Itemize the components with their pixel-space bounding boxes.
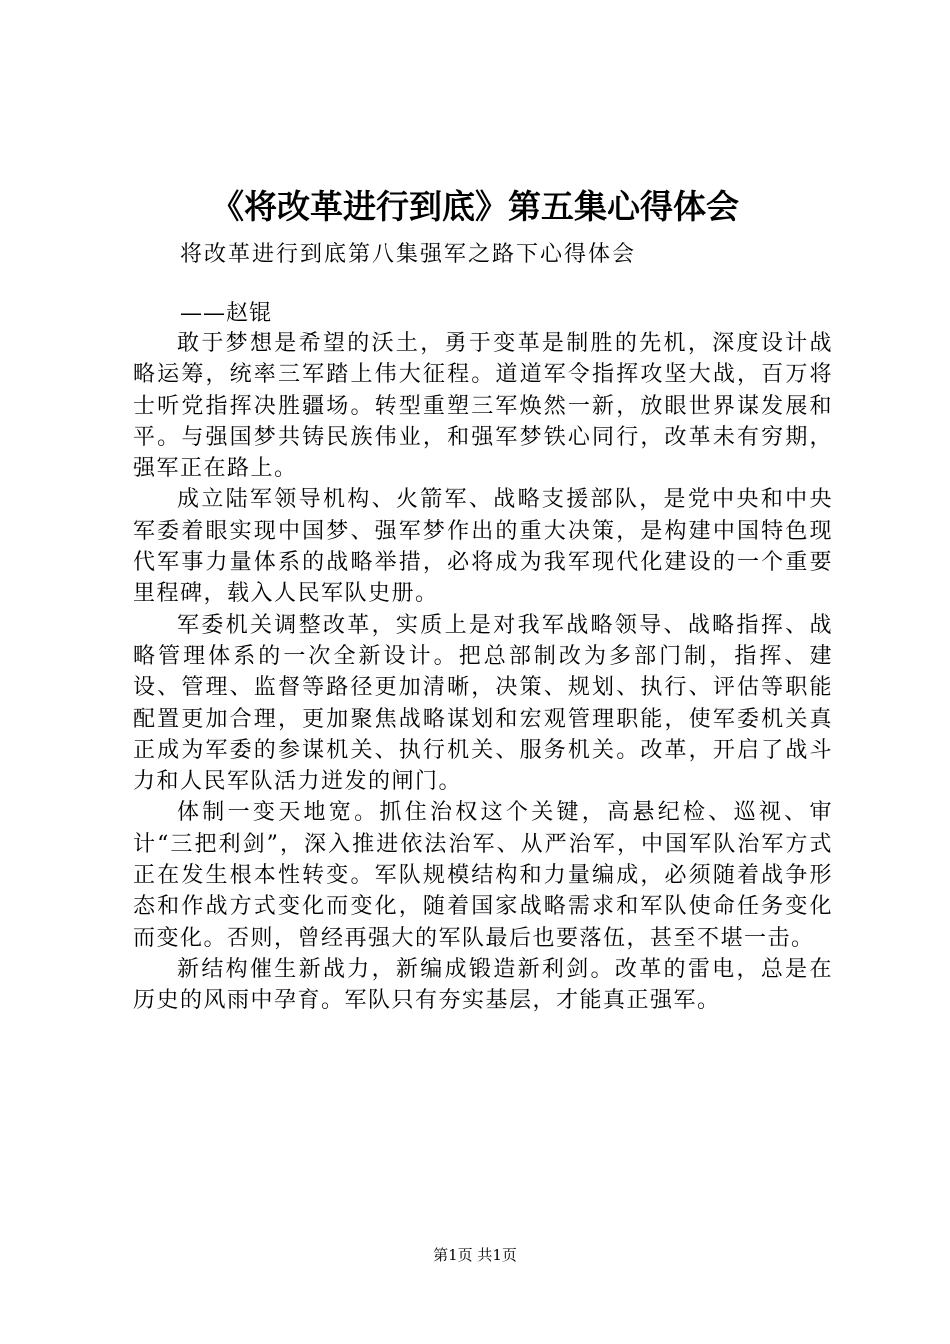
document-title: 《将改革进行到底》第五集心得体会 [211, 187, 739, 226]
document-body [133, 328, 833, 1017]
document-subtitle: 将改革进行到底第八集强军之路下心得体会 [180, 242, 637, 267]
body-paragraph: 敢于梦想是希望的沃土，勇于变革是制胜的先机，深度设计战略运筹，统率三军踏上伟大征程。道道军令指挥攻坚大战，百万将士听党指挥决胜疆场。转型重塑三军焕然一新，放眼世界谋发展和平。与强国梦共铸民族伟业，和强军梦铁心同行，改革未有穷期，强军正在路上。 [133, 331, 833, 482]
body-paragraph: 体制一变天地宽。抓住治权这个关键，高悬纪检、巡视、审计“三把利剑”，深入推进依法治军、从严治军，中国军队治军方式正在发生根本性转变。军队规模结构和力量编成，必须随着战争形态和作战方式变化而变化，随着国家战略需求和军队使命任务变化而变化。否则，曾经再强大的军队最后也要落伍，甚至不堪一击。 [133, 800, 833, 951]
page-footer: 第1页 共1页 [433, 1246, 517, 1264]
body-paragraph: 新结构催生新战力，新编成锻造新利剑。改革的雷电，总是在历史的风雨中孕育。军队只有夯实基层，才能真正强军。 [133, 956, 833, 1014]
document-author: ——赵锟 [180, 301, 273, 326]
body-paragraph: 成立陆军领导机构、火箭军、战略支援部队，是党中央和中央军委着眼实现中国梦、强军梦作出的重大决策，是构建中国特色现代军事力量体系的战略举措，必将成为我军现代化建设的一个重要里程碑，载入人民军队史册。 [133, 487, 833, 607]
body-paragraph: 军委机关调整改革，实质上是对我军战略领导、战略指挥、战略管理体系的一次全新设计。把总部制改为多部门制，指挥、建设、管理、监督等路径更加清晰，决策、规划、执行、评估等职能配置更加合理，更加聚焦战略谋划和宏观管理职能，使军委机关真正成为军委的参谋机关、执行机关、服务机关。改革，开启了战斗力和人民军队活力迸发的闸门。 [133, 612, 833, 795]
